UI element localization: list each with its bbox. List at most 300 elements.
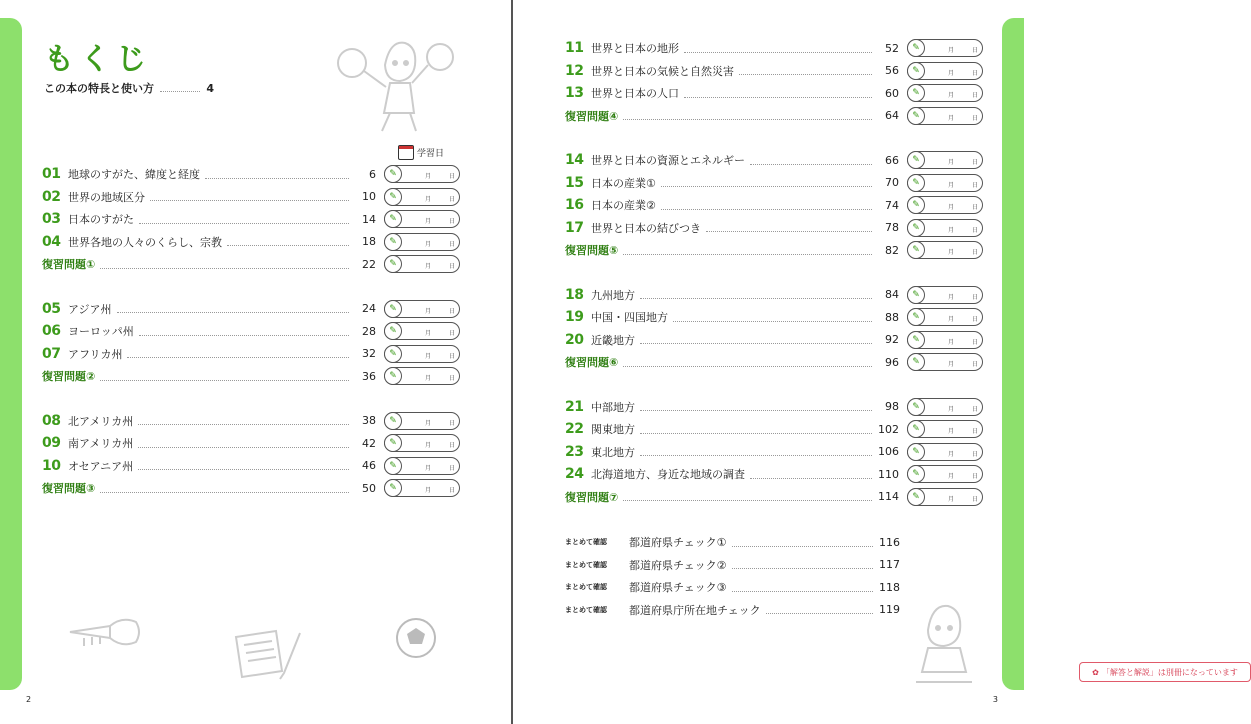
matome-title: 都道府県庁所在地チェック <box>629 603 761 617</box>
pencil-icon: ✎ <box>907 443 925 461</box>
month-label: 月 <box>948 69 955 77</box>
mascot-icon <box>330 35 460 135</box>
leader-dots <box>100 372 349 381</box>
page-title: もくじ <box>44 42 152 77</box>
chapter-title: 世界と日本の地形 <box>591 42 679 55</box>
leader-dots <box>673 313 872 322</box>
toc-entry[interactable] <box>565 397 983 417</box>
page-ref: 28 <box>362 324 376 338</box>
review-entry[interactable] <box>565 352 983 372</box>
review-label: 復習問題⑤ <box>565 244 619 257</box>
day-label: 日 <box>972 92 979 99</box>
day-label: 日 <box>972 47 979 54</box>
chapter-number: 07 <box>42 345 61 362</box>
study-date-box[interactable] <box>907 286 983 304</box>
chapter-title: 北海道地方、身近な地域の調査 <box>591 468 745 481</box>
intro-entry[interactable] <box>44 80 214 96</box>
toc-entry[interactable] <box>42 433 460 453</box>
page-ref: 116 <box>879 535 900 549</box>
matome-tag: まとめて確認 <box>565 583 607 591</box>
page-ref: 66 <box>885 153 899 167</box>
intro-label: この本の特長と使い方 <box>44 82 154 95</box>
right-green-tab <box>1002 18 1024 690</box>
page-ref: 117 <box>879 558 900 571</box>
chapter-number: 10 <box>42 457 61 474</box>
month-label: 月 <box>425 352 432 360</box>
day-label: 日 <box>972 114 979 122</box>
leader-dots <box>139 327 349 336</box>
day-label: 日 <box>972 316 979 323</box>
chapter-number: 16 <box>565 197 584 213</box>
leader-dots <box>138 416 349 425</box>
leader-dots <box>117 304 349 313</box>
page-number: 2 <box>26 695 32 704</box>
chapter-number: 15 <box>565 174 584 191</box>
leader-dots <box>138 461 349 470</box>
page-ref: 106 <box>878 445 899 458</box>
toc-entry[interactable] <box>565 218 983 238</box>
day-label: 日 <box>449 173 456 180</box>
right-page <box>513 0 1238 724</box>
chapter-title: オセアニア州 <box>68 459 134 473</box>
page-ref: 98 <box>885 400 899 413</box>
day-label: 日 <box>449 464 456 472</box>
toc-entry[interactable] <box>565 38 983 58</box>
day-label: 日 <box>449 375 456 382</box>
leader-dots <box>640 402 872 411</box>
day-label: 日 <box>449 442 456 449</box>
chapter-title: 日本の産業② <box>591 199 656 212</box>
pencil-icon: ✎ <box>907 151 925 169</box>
month-label: 月 <box>948 249 955 256</box>
toc-entry[interactable] <box>565 83 983 103</box>
page-ref: 38 <box>362 414 376 427</box>
toc-entry[interactable] <box>42 321 460 341</box>
matome-entry[interactable] <box>565 533 900 551</box>
chapter-title: 南アメリカ州 <box>68 437 134 450</box>
leader-dots <box>623 111 872 120</box>
study-date-box[interactable] <box>907 107 983 125</box>
leader-dots <box>640 290 872 299</box>
pencil-icon: ✎ <box>907 39 925 57</box>
leader-dots <box>684 89 872 98</box>
page-ref: 78 <box>885 221 899 234</box>
matome-entry[interactable] <box>565 578 900 596</box>
study-date-box[interactable] <box>384 479 460 497</box>
month-label: 月 <box>948 226 955 234</box>
pencil-icon: ✎ <box>384 412 402 430</box>
chapter-number: 03 <box>42 211 61 227</box>
chapter-title: 世界と日本の人口 <box>591 87 679 100</box>
study-date-box[interactable] <box>384 345 460 363</box>
month-label: 月 <box>948 405 955 413</box>
review-label: 復習問題⑥ <box>565 356 619 369</box>
month-label: 月 <box>425 442 432 449</box>
chapter-title: 地球のすがた、緯度と経度 <box>68 168 200 181</box>
study-date-box[interactable] <box>907 308 983 326</box>
month-label: 月 <box>425 263 432 270</box>
chapter-number: 01 <box>42 166 61 182</box>
study-date-box[interactable] <box>907 488 983 506</box>
month-label: 月 <box>948 159 955 166</box>
pencil-icon: ✎ <box>384 300 402 318</box>
page-ref: 36 <box>362 369 376 383</box>
toc-entry[interactable] <box>565 442 983 462</box>
pencil-icon: ✎ <box>384 233 402 251</box>
chapter-number: 23 <box>565 443 584 460</box>
toc-entry[interactable] <box>565 61 983 81</box>
day-label: 日 <box>972 69 979 77</box>
day-label: 日 <box>972 495 979 503</box>
pencil-icon: ✎ <box>907 353 925 371</box>
chapter-title: 東北地方 <box>591 445 635 459</box>
page-ref: 10 <box>362 190 376 203</box>
day-label: 日 <box>449 307 456 315</box>
month-label: 月 <box>948 428 955 435</box>
leader-dots <box>706 223 872 232</box>
study-date-header <box>398 145 444 160</box>
day-label: 日 <box>972 338 979 346</box>
toc-entry[interactable] <box>565 285 983 305</box>
month-label: 月 <box>948 114 955 122</box>
month-label: 月 <box>425 240 432 248</box>
pencil-icon: ✎ <box>907 308 925 326</box>
leader-dots <box>139 215 349 224</box>
page-ref: 114 <box>878 490 899 503</box>
day-label: 日 <box>972 181 979 189</box>
page-ref: 42 <box>362 436 376 450</box>
intro-page: 4 <box>206 81 214 95</box>
pencil-icon: ✎ <box>384 322 402 340</box>
study-date-box[interactable] <box>907 84 983 102</box>
chapter-title: 日本の産業① <box>591 176 656 190</box>
leader-dots <box>640 425 872 434</box>
study-date-box[interactable] <box>384 210 460 228</box>
page-ref: 96 <box>885 355 899 369</box>
month-label: 月 <box>425 375 432 382</box>
page-ref: 119 <box>879 603 900 616</box>
study-date-box[interactable] <box>384 233 460 251</box>
pencil-icon: ✎ <box>907 107 925 125</box>
study-date-box[interactable] <box>907 443 983 461</box>
toc-entry[interactable] <box>565 330 983 350</box>
pencil-icon: ✎ <box>384 188 402 206</box>
chapter-number: 09 <box>42 435 61 451</box>
page-ref: 50 <box>362 481 376 495</box>
day-label: 日 <box>972 226 979 234</box>
leader-dots <box>127 349 349 358</box>
pin-icon: ✿ <box>1092 667 1099 677</box>
study-date-box[interactable] <box>384 255 460 273</box>
day-label: 日 <box>972 159 979 166</box>
chapter-number: 17 <box>565 219 584 236</box>
month-label: 月 <box>948 473 955 480</box>
day-label: 日 <box>972 428 979 435</box>
toc-entry[interactable] <box>42 344 460 364</box>
matome-tag: まとめて確認 <box>565 605 607 614</box>
day-label: 日 <box>449 330 456 337</box>
chapter-title: 世界各地の人々のくらし、宗教 <box>68 235 222 249</box>
page-ref: 88 <box>885 310 899 324</box>
chapter-number: 20 <box>565 331 584 348</box>
month-label: 月 <box>425 195 432 203</box>
page-ref: 18 <box>362 235 376 248</box>
chapter-title: 九州地方 <box>591 288 635 302</box>
pencil-icon: ✎ <box>907 286 925 304</box>
chapter-number: 12 <box>565 62 584 79</box>
chapter-title: 中国・四国地方 <box>591 311 668 324</box>
chapter-number: 08 <box>42 412 61 429</box>
review-entry[interactable] <box>42 478 460 498</box>
day-label: 日 <box>449 263 456 270</box>
leader-dots <box>732 583 873 592</box>
pencil-icon: ✎ <box>907 488 925 506</box>
leader-dots <box>732 538 873 547</box>
chapter-number: 02 <box>42 188 61 205</box>
chapter-number: 11 <box>565 40 584 56</box>
study-date-box[interactable] <box>907 398 983 416</box>
pencil-icon: ✎ <box>384 210 402 228</box>
day-label: 日 <box>449 195 456 203</box>
study-date-box[interactable] <box>384 367 460 385</box>
page-ref: 102 <box>878 422 899 436</box>
month-label: 月 <box>948 495 955 503</box>
chapter-title: アフリカ州 <box>68 347 123 361</box>
pencil-icon: ✎ <box>384 457 402 475</box>
review-entry[interactable] <box>42 254 460 274</box>
study-date-box[interactable] <box>907 353 983 371</box>
pencil-icon: ✎ <box>907 174 925 192</box>
pencil-icon: ✎ <box>384 165 402 183</box>
page-ref: 24 <box>362 302 376 315</box>
study-date-box[interactable] <box>384 434 460 452</box>
pencil-icon: ✎ <box>907 465 925 483</box>
month-label: 月 <box>948 338 955 346</box>
study-date-box[interactable] <box>907 151 983 169</box>
page-ref: 92 <box>885 333 899 346</box>
toc-entry[interactable] <box>565 195 983 215</box>
month-label: 月 <box>948 450 955 458</box>
toc-entry[interactable] <box>42 232 460 252</box>
day-label: 日 <box>449 419 456 427</box>
soccer-ball-icon <box>394 616 438 660</box>
study-date-box[interactable] <box>907 420 983 438</box>
pencil-icon: ✎ <box>384 345 402 363</box>
study-date-box[interactable] <box>907 174 983 192</box>
study-date-box[interactable] <box>384 412 460 430</box>
answer-booklet-note <box>1079 662 1251 682</box>
page-ref: 60 <box>885 86 899 100</box>
day-label: 日 <box>972 249 979 256</box>
chapter-number: 14 <box>565 152 584 168</box>
left-green-tab <box>0 18 22 690</box>
chapter-title: ヨーロッパ州 <box>68 325 134 338</box>
review-entry[interactable] <box>42 366 460 386</box>
pencil-icon: ✎ <box>907 84 925 102</box>
pencil-icon: ✎ <box>907 62 925 80</box>
study-date-box[interactable] <box>384 188 460 206</box>
chapter-number: 22 <box>565 421 584 437</box>
page-ref: 52 <box>885 41 899 55</box>
study-date-box[interactable] <box>907 39 983 57</box>
leader-dots <box>160 85 200 92</box>
chapter-number: 19 <box>565 309 584 325</box>
page-number: 3 <box>992 695 998 704</box>
leader-dots <box>138 439 349 448</box>
leader-dots <box>750 470 872 479</box>
leader-dots <box>640 447 872 456</box>
day-label: 日 <box>972 450 979 458</box>
page-ref: 74 <box>885 198 899 212</box>
matome-tag: まとめて確認 <box>565 560 607 569</box>
study-date-box[interactable] <box>907 241 983 259</box>
page-ref: 14 <box>362 212 376 226</box>
month-label: 月 <box>425 419 432 427</box>
toc-entry[interactable] <box>42 456 460 476</box>
leader-dots <box>623 492 872 501</box>
review-label: 復習問題① <box>42 258 96 271</box>
study-date-box[interactable] <box>907 196 983 214</box>
review-label: 復習問題③ <box>42 482 96 495</box>
pencil-icon: ✎ <box>907 331 925 349</box>
day-label: 日 <box>972 293 979 301</box>
matome-entry[interactable] <box>565 556 900 574</box>
day-label: 日 <box>972 405 979 413</box>
review-entry[interactable] <box>565 106 983 126</box>
toc-entry[interactable] <box>565 150 983 170</box>
review-entry[interactable] <box>565 487 983 507</box>
month-label: 月 <box>425 218 432 225</box>
page-ref: 118 <box>879 580 900 594</box>
month-label: 月 <box>948 204 955 211</box>
pencil-icon: ✎ <box>384 434 402 452</box>
toc-entry[interactable] <box>565 173 983 193</box>
leader-dots <box>661 201 872 210</box>
study-date-box[interactable] <box>907 465 983 483</box>
chapter-title: 近畿地方 <box>591 333 635 347</box>
toc-entry[interactable] <box>42 411 460 431</box>
month-label: 月 <box>948 316 955 323</box>
leader-dots <box>205 170 349 179</box>
chapter-title: 世界と日本の資源とエネルギー <box>591 154 745 167</box>
chapter-title: 北アメリカ州 <box>68 414 134 428</box>
toc-entry[interactable] <box>42 187 460 207</box>
toc-entry[interactable] <box>565 419 983 439</box>
page-ref: 64 <box>885 109 899 122</box>
matome-entry[interactable] <box>565 601 900 619</box>
day-label: 日 <box>449 240 456 248</box>
leader-dots <box>661 178 872 187</box>
matome-title: 都道府県チェック② <box>629 558 727 572</box>
study-date-box[interactable] <box>384 322 460 340</box>
chapter-title: 関東地方 <box>591 423 635 436</box>
day-label: 日 <box>972 361 979 368</box>
trumpet-icon <box>66 612 146 652</box>
page-ref: 22 <box>362 257 376 271</box>
matome-title: 都道府県チェック① <box>629 536 727 549</box>
review-label: 復習問題④ <box>565 109 619 123</box>
chapter-title: 世界と日本の気候と自然災害 <box>591 64 734 78</box>
month-label: 月 <box>948 181 955 189</box>
mascot-icon <box>906 600 976 690</box>
chapter-title: アジア州 <box>68 302 112 316</box>
chapter-number: 06 <box>42 323 61 339</box>
chapter-title: 世界と日本の結びつき <box>591 221 701 235</box>
leader-dots <box>739 66 872 75</box>
chapter-number: 04 <box>42 233 61 250</box>
chapter-number: 05 <box>42 300 61 317</box>
pencil-icon: ✎ <box>384 255 402 273</box>
page-ref: 70 <box>885 176 899 189</box>
toc-entry[interactable] <box>42 299 460 319</box>
study-date-box[interactable] <box>907 219 983 237</box>
chapter-number: 21 <box>565 398 584 415</box>
chapter-number: 24 <box>565 466 584 482</box>
leader-dots <box>623 358 872 367</box>
chapter-number: 13 <box>565 85 584 101</box>
matome-tag: まとめて確認 <box>565 538 607 546</box>
page-ref: 84 <box>885 288 899 301</box>
toc-entry[interactable] <box>565 307 983 327</box>
month-label: 月 <box>425 487 432 494</box>
page-ref: 6 <box>369 167 376 181</box>
study-date-box[interactable] <box>907 62 983 80</box>
leader-dots <box>684 44 872 53</box>
page-ref: 110 <box>878 467 899 481</box>
matome-title: 都道府県チェック③ <box>629 581 727 594</box>
month-label: 月 <box>948 47 955 54</box>
chapter-title: 中部地方 <box>591 400 635 414</box>
leader-dots <box>100 260 349 269</box>
pencil-icon: ✎ <box>907 241 925 259</box>
page-ref: 46 <box>362 459 376 472</box>
chapter-number: 18 <box>565 286 584 303</box>
toc-entry[interactable] <box>565 464 983 484</box>
leader-dots <box>623 246 872 255</box>
review-label: 復習問題② <box>42 370 96 383</box>
pencil-icon: ✎ <box>907 398 925 416</box>
chapter-title: 日本のすがた <box>68 213 134 226</box>
leader-dots <box>227 237 349 246</box>
month-label: 月 <box>948 361 955 368</box>
study-date-box[interactable] <box>384 457 460 475</box>
study-date-box[interactable] <box>907 331 983 349</box>
month-label: 月 <box>425 307 432 315</box>
leader-dots <box>750 156 872 165</box>
month-label: 月 <box>425 464 432 472</box>
toc-entry[interactable] <box>42 209 460 229</box>
leader-dots <box>100 484 349 493</box>
calendar-icon <box>398 145 414 160</box>
pencil-icon: ✎ <box>907 196 925 214</box>
day-label: 日 <box>972 473 979 480</box>
toc-entry[interactable] <box>42 164 460 184</box>
chapter-title: 世界の地域区分 <box>68 190 145 204</box>
pencil-icon: ✎ <box>384 367 402 385</box>
page-ref: 32 <box>362 347 376 360</box>
page-ref: 56 <box>885 64 899 77</box>
month-label: 月 <box>948 293 955 301</box>
review-label: 復習問題⑦ <box>565 490 619 504</box>
day-label: 日 <box>449 487 456 494</box>
day-label: 日 <box>449 352 456 360</box>
study-date-box[interactable] <box>384 300 460 318</box>
review-entry[interactable] <box>565 240 983 260</box>
leader-dots <box>640 335 872 344</box>
study-date-box[interactable] <box>384 165 460 183</box>
pencil-icon: ✎ <box>907 219 925 237</box>
pencil-icon: ✎ <box>907 420 925 438</box>
